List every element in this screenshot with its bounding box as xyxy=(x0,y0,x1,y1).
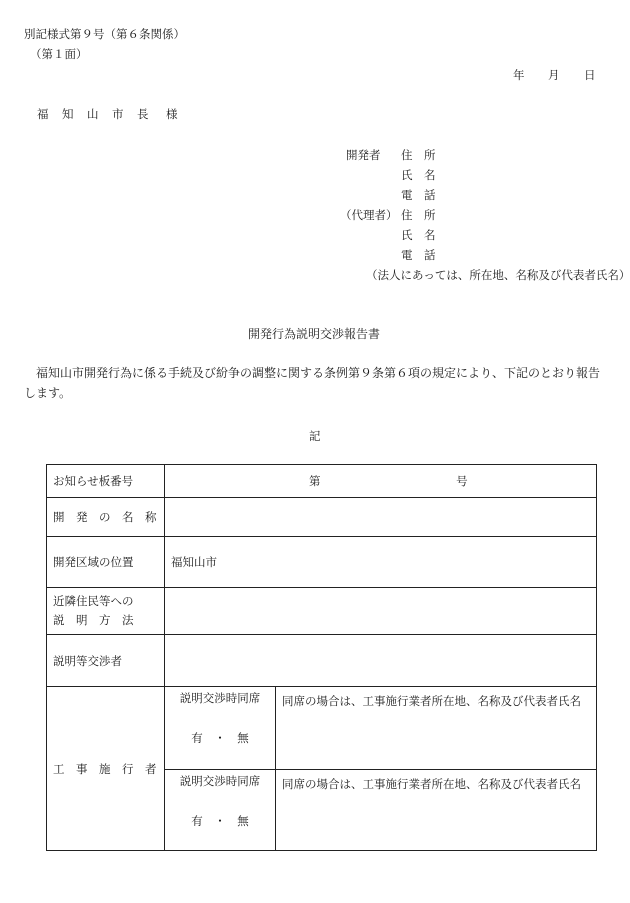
attendance-title: 説明交渉時同席 xyxy=(179,774,261,788)
agent-phone-label: 電 話 xyxy=(401,248,436,262)
development-location-label: 開発区域の位置 xyxy=(47,537,165,588)
explanation-method-label-line1: 近隣住民等への xyxy=(53,594,134,608)
contractor-attendance-cell-1[interactable] xyxy=(165,687,276,770)
date-day-label: 日 xyxy=(584,68,596,82)
attendance-title: 説明交渉時同席 xyxy=(179,691,261,705)
table-row xyxy=(47,537,597,588)
addressee-honorific: 様 xyxy=(166,107,178,121)
contractor-label: 工 事 施 行 者 xyxy=(47,687,165,851)
explanation-method-label-line2: 説 明 方 法 xyxy=(53,613,134,627)
date-year-label: 年 xyxy=(513,68,525,82)
negotiator-cell[interactable] xyxy=(165,635,597,687)
agent-address-label: 住 所 xyxy=(401,208,436,222)
form-id: 別記様式第９号（第６条関係） xyxy=(24,27,185,41)
notice-board-number-cell[interactable] xyxy=(165,465,597,498)
agent-label: （代理者） xyxy=(340,208,398,222)
number-dai: 第 xyxy=(309,474,321,488)
corporate-note: （法人にあっては、所在地、名称及び代表者氏名） xyxy=(366,268,630,282)
developer-address-label: 住 所 xyxy=(401,148,436,162)
report-table xyxy=(46,464,597,851)
explanation-method-label xyxy=(47,588,165,635)
document-title: 開発行為説明交渉報告書 xyxy=(248,327,381,341)
contractor-attendance-cell-2[interactable] xyxy=(165,770,276,851)
notice-board-number-label: お知らせ板番号 xyxy=(47,465,165,498)
attendance-choice[interactable]: 有 ・ 無 xyxy=(191,814,249,828)
attendance-choice[interactable]: 有 ・ 無 xyxy=(191,731,249,745)
addressee-name: 福 知 山 市 長 xyxy=(37,107,150,121)
development-name-cell[interactable] xyxy=(165,498,597,537)
table-row xyxy=(47,465,597,498)
development-location-cell[interactable]: 福知山市 xyxy=(165,537,597,588)
date-month-label: 月 xyxy=(548,68,560,82)
contractor-note-cell-2[interactable]: 同席の場合は、工事施行業者所在地、名称及び代表者氏名 xyxy=(276,770,597,851)
table-row xyxy=(47,588,597,635)
explanation-method-cell[interactable] xyxy=(165,588,597,635)
developer-phone-label: 電 話 xyxy=(401,188,436,202)
development-name-label: 開 発 の 名 称 xyxy=(47,498,165,537)
ki-label: 記 xyxy=(309,429,321,443)
table-row xyxy=(47,498,597,537)
negotiator-label: 説明等交渉者 xyxy=(47,635,165,687)
page-number: （第１面） xyxy=(30,47,88,61)
number-gou: 号 xyxy=(456,474,468,488)
developer-name-label: 氏 名 xyxy=(401,168,436,182)
table-row xyxy=(47,687,597,770)
developer-label: 開発者 xyxy=(346,148,381,162)
agent-name-label: 氏 名 xyxy=(401,228,436,242)
body-text: 福知山市開発行為に係る手続及び紛争の調整に関する条例第９条第６項の規定により、下記のとおり報告します。 xyxy=(24,366,601,400)
contractor-note-cell-1[interactable]: 同席の場合は、工事施行業者所在地、名称及び代表者氏名 xyxy=(276,687,597,770)
table-row xyxy=(47,635,597,687)
